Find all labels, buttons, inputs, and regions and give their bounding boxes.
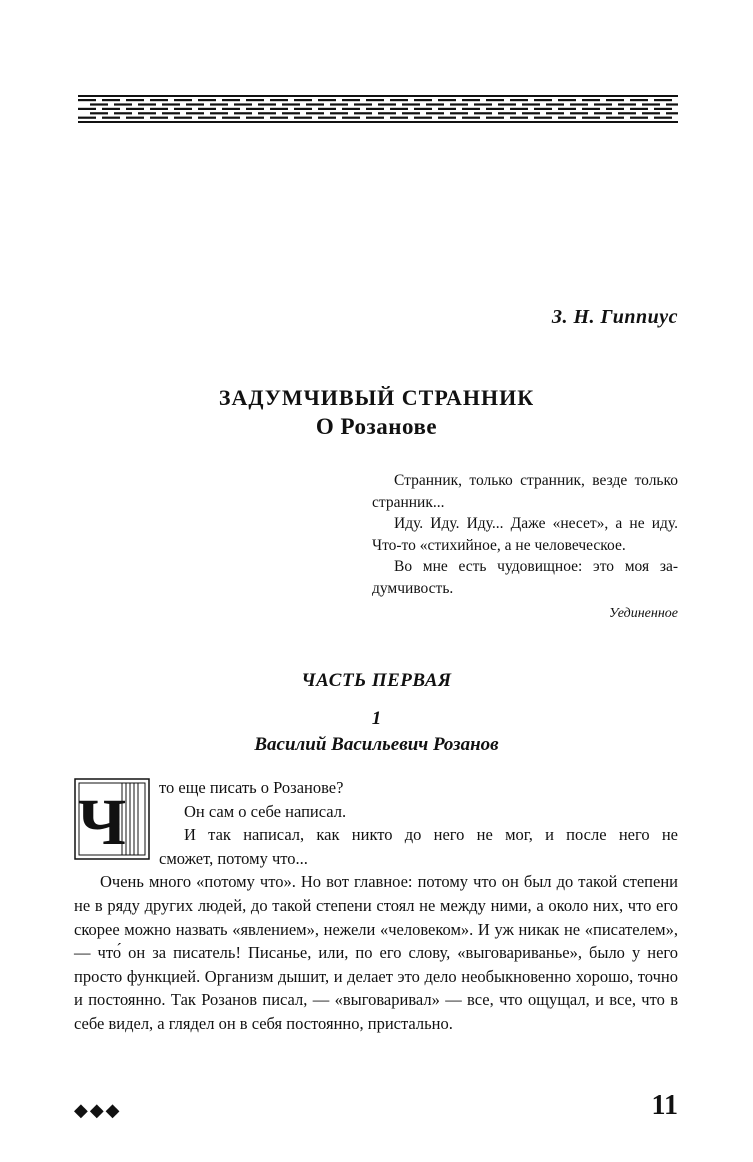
ornament-dash [306, 112, 324, 114]
text-line: И так написал, как никто до него не мог, и после него не [184, 825, 678, 845]
ornament-dash [198, 99, 216, 101]
ornament-dash [474, 103, 492, 105]
ornament-dash [114, 103, 132, 105]
ornament-dash [138, 112, 156, 114]
ornament-dash [294, 99, 312, 101]
ornament-dash [150, 99, 168, 101]
ornament-dash [546, 103, 564, 105]
ornament-dash [486, 99, 504, 101]
epigraph-paragraph: Странник, только странник, везде только странник... [372, 472, 678, 511]
ornament-dash [102, 99, 120, 101]
ornament-dash [246, 99, 264, 101]
ornament-dash [294, 108, 312, 110]
ornament-dash [246, 108, 264, 110]
ornament-dash [90, 103, 108, 105]
text-line: сможет, потому что... [159, 848, 308, 868]
ornament-dash [438, 117, 456, 119]
ornament-dash [174, 117, 192, 119]
ornament-dash [654, 117, 672, 119]
chapter-number: 1 [371, 708, 382, 729]
ornament-dash [246, 117, 264, 119]
ornament-dash [426, 112, 444, 114]
ornament-dash [642, 112, 660, 114]
ornament-dash [630, 99, 648, 101]
ornament-dash [498, 103, 516, 105]
ornament-dash [558, 108, 576, 110]
ornament-dash [450, 103, 468, 105]
ornament-dash [150, 108, 168, 110]
ornament-dash [486, 108, 504, 110]
ornament-dash [510, 99, 528, 101]
ornament-dash [174, 99, 192, 101]
ornament-dash [546, 112, 564, 114]
ornament-dash [582, 99, 600, 101]
ornament-dash [426, 103, 444, 105]
ornament-dash [78, 99, 96, 101]
ornament-dash [366, 99, 384, 101]
ornament-dash [438, 99, 456, 101]
page-number: 11 [651, 1090, 678, 1121]
ornament-dash [654, 99, 672, 101]
ornament-dash [390, 99, 408, 101]
ornament-dash [618, 103, 636, 105]
author-name: З. Н. Гиппиус [551, 306, 678, 328]
ornament-dash [162, 103, 180, 105]
ornament-dash [138, 103, 156, 105]
ornament-dash [306, 103, 324, 105]
ornament-dash [630, 117, 648, 119]
ornament-dash [318, 99, 336, 101]
ornament-dash [570, 103, 588, 105]
ornament-dash [222, 99, 240, 101]
ornament-dash [570, 112, 588, 114]
ornament-dash [186, 103, 204, 105]
essay-subtitle: О Розанове [315, 414, 438, 439]
ornament-dash [558, 99, 576, 101]
epigraph [372, 470, 678, 625]
ornament-dash [534, 117, 552, 119]
ornament-dash [330, 112, 348, 114]
ornament-dash [402, 103, 420, 105]
ornament-dash [258, 112, 276, 114]
ornament-dash [582, 108, 600, 110]
chapter-body [74, 776, 678, 1036]
ornament-dash [90, 112, 108, 114]
ornament-dash [558, 117, 576, 119]
epigraph-paragraph: Иду. Иду. Иду... Даже «несет», а не иду. Что-то «стихийное, а не человеческое. [372, 515, 678, 554]
ornament-dash [366, 108, 384, 110]
text-line: Он сам о себе написал. [184, 801, 347, 821]
ornament-dash [198, 108, 216, 110]
ornament-dash [282, 103, 300, 105]
ornament-dash [654, 108, 672, 110]
ornament-dash [270, 99, 288, 101]
ornament-dash [282, 112, 300, 114]
ornament-dash [234, 103, 252, 105]
ornament-dash [522, 103, 540, 105]
ornament-dash [414, 108, 432, 110]
ornament-dash [402, 112, 420, 114]
chapter-title: Василий Васильевич Розанов [254, 734, 499, 755]
ornament-dash [606, 108, 624, 110]
ornament-dash [222, 108, 240, 110]
ornament-dash [630, 108, 648, 110]
ornament-dash [270, 117, 288, 119]
ornament-dash [78, 117, 96, 119]
ornament-dash [522, 112, 540, 114]
ornament-dash [354, 112, 372, 114]
ornament-dash [222, 117, 240, 119]
ornament-dash [534, 99, 552, 101]
ornament-dash [366, 117, 384, 119]
ornament-dash [594, 112, 612, 114]
ornament-dash [510, 108, 528, 110]
ornament-dash [618, 112, 636, 114]
ornament-dash [234, 112, 252, 114]
ornament-dash [342, 108, 360, 110]
ornament-dash [162, 112, 180, 114]
ornament-dash [174, 108, 192, 110]
ornament-dash [606, 117, 624, 119]
text-line: то еще писать о Розанове? [159, 778, 344, 797]
ornament-dash [318, 117, 336, 119]
ornament-dash [354, 103, 372, 105]
ornament-dash [462, 108, 480, 110]
ornament-dash [462, 99, 480, 101]
ornament-dash [210, 112, 228, 114]
ornament-dash [414, 117, 432, 119]
ornament-dash [450, 112, 468, 114]
epigraph-paragraph: Во мне есть чудовищное: это моя задумчивость. [372, 558, 678, 597]
ornament-dash [666, 112, 678, 114]
ornament-dash [102, 108, 120, 110]
ornament-dash [318, 108, 336, 110]
ornament-dash [330, 103, 348, 105]
ornament-dash [126, 117, 144, 119]
ornament-dash [378, 112, 396, 114]
ornament-dash [198, 117, 216, 119]
ornament-dash [666, 103, 678, 105]
ornament-dash [462, 117, 480, 119]
ornament-dash [486, 117, 504, 119]
ornament-dash [606, 99, 624, 101]
ornament-dash [270, 108, 288, 110]
ornament-dash [114, 112, 132, 114]
ornament-dash [642, 103, 660, 105]
essay-title: ЗАДУМЧИВЫЙ СТРАННИК [218, 385, 535, 410]
ornament-dash [186, 112, 204, 114]
footer-ornament: ◆◆◆ [74, 1100, 122, 1120]
ornament-dash [594, 103, 612, 105]
ornament-dash [534, 108, 552, 110]
ornament-dash [210, 103, 228, 105]
ornament-dash [342, 117, 360, 119]
part-title: ЧАСТЬ ПЕРВАЯ [301, 670, 452, 691]
ornament-dash [498, 112, 516, 114]
ornament-dash [126, 108, 144, 110]
header-ornament [78, 95, 678, 123]
ornament-dash [102, 117, 120, 119]
ornament-dash [258, 103, 276, 105]
ornament-dash [342, 99, 360, 101]
ornament-dash [78, 108, 96, 110]
ornament-dash [390, 117, 408, 119]
ornament-dash [294, 117, 312, 119]
ornament-dash [150, 117, 168, 119]
ornament-dash [378, 103, 396, 105]
ornament-dash [438, 108, 456, 110]
body-paragraph: Очень много «потому что». Но вот главное: потому что он был до такой степени не в ряду других людей, до такой степени стоял не между ними, а около них, что его скорее можно назвать «явлением», нежели «человеком». И уж никак не «писателем», — что́ он за писатель! Писанье, или, по его слову, «выговариванье», было у него просто функцией. Организм дышит, и делает это дело необыкновенно хорошо, точно и постоянно. Так Розанов писал, — «выговаривал» — все, что ощущал, и все, что в себе видел, а глядел он в себя постоянно, пристально. [74, 872, 678, 1033]
ornament-dash [510, 117, 528, 119]
ornament-dash [474, 112, 492, 114]
ornament-dash [126, 99, 144, 101]
epigraph-source: Уединенное [609, 606, 678, 621]
ornament-dash [414, 99, 432, 101]
dropcap-letter: Ч [77, 786, 127, 859]
ornament-dash [390, 108, 408, 110]
ornament-dash [582, 117, 600, 119]
